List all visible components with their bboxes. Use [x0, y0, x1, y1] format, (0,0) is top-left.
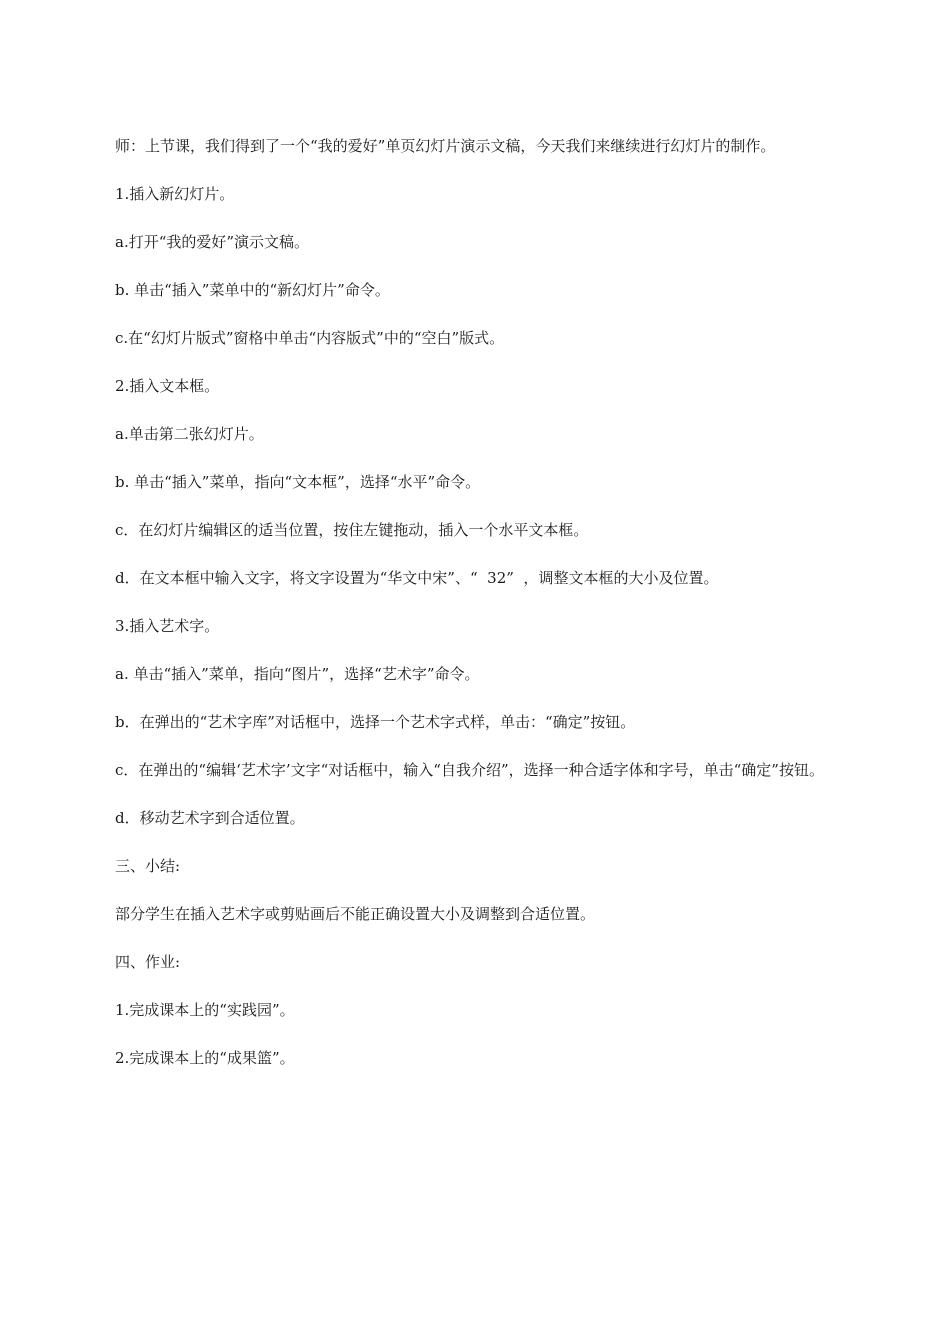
homework-item-1: 1.完成课本上的“实践园”。	[115, 1001, 295, 1019]
document-body	[115, 122, 840, 1082]
homework-item-2: 2.完成课本上的“成果篮”。	[115, 1049, 295, 1067]
step-3-heading: 3.插入艺术字。	[115, 617, 220, 635]
step-2c: c．在幻灯片编辑区的适当位置，按住左键拖动，插入一个水平文本框。	[115, 521, 589, 539]
step-3c: c．在弹出的“编辑‘艺术字’文字“对话框中，输入“自我介绍”，选择一种合适字体和字号，单击“确定”按钮。	[115, 761, 824, 779]
step-1b: b. 单击“插入”菜单中的“新幻灯片”命令。	[115, 281, 390, 299]
step-2d: d．在文本框中输入文字，将文字设置为“华文中宋”、“ 32” ，调整文本框的大小及位置。	[115, 569, 719, 587]
homework-heading: 四、作业:	[115, 953, 181, 971]
step-2a: a.单击第二张幻灯片。	[115, 425, 264, 443]
summary-text: 部分学生在插入艺术字或剪贴画后不能正确设置大小及调整到合适位置。	[115, 905, 596, 923]
summary-heading: 三、小结:	[115, 857, 181, 875]
intro-paragraph: 师：上节课，我们得到了一个“我的爱好”单页幻灯片演示文稿，今天我们来继续进行幻灯片的制作。	[115, 137, 776, 155]
step-3d: d．移动艺术字到合适位置。	[115, 809, 305, 827]
step-1c: c.在“幻灯片版式”窗格中单击“内容版式”中的“空白”版式。	[115, 329, 505, 347]
step-3a: a. 单击“插入”菜单，指向“图片”，选择“艺术字”命令。	[115, 665, 480, 683]
step-1-heading: 1.插入新幻灯片。	[115, 185, 235, 203]
step-2-heading: 2.插入文本框。	[115, 377, 220, 395]
step-2b: b. 单击“插入”菜单，指向“文本框”，选择“水平”命令。	[115, 473, 481, 491]
step-1a: a.打开“我的爱好”演示文稿。	[115, 233, 310, 251]
step-3b: b．在弹出的“艺术字库”对话框中，选择一个艺术字式样，单击：“确定”按钮。	[115, 713, 636, 731]
